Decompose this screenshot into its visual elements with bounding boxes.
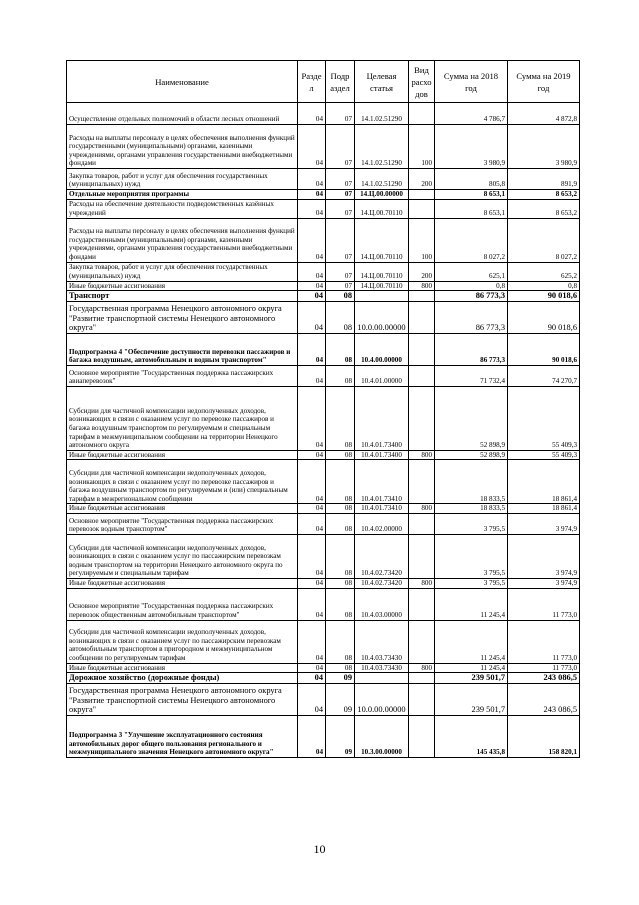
cell-sum2018: 8 027,2 xyxy=(435,218,508,262)
cell-target: 10.4.01.73410 xyxy=(355,504,409,514)
page-number: 10 xyxy=(313,842,326,856)
cell-sum2019: 11 773,0 xyxy=(508,588,580,620)
table-row xyxy=(67,169,580,190)
cell-subsection: 08 xyxy=(326,534,355,578)
table-row xyxy=(67,291,580,302)
header-subsection: Подр аздел xyxy=(326,61,355,103)
cell-name: Субсидии для частичной компенсации недополученных доходов, возникающих в связи с оказанием услуг по перевозке пассажиров и багажа воздушным транспортом по регулируемым и (или) специальным тарифам в межрегиональном сообщении xyxy=(67,460,298,504)
cell-section: 04 xyxy=(298,673,326,684)
cell-sum2018: 52 898,9 xyxy=(435,386,508,450)
cell-subsection: 09 xyxy=(326,683,355,715)
cell-exptype: 200 xyxy=(409,262,435,281)
cell-target: 10.4.01.73400 xyxy=(355,386,409,450)
cell-section: 04 xyxy=(298,663,326,673)
cell-sum2018: 239 501,7 xyxy=(435,673,508,684)
cell-section: 04 xyxy=(298,125,326,169)
cell-target: 14.Ц.00.70110 xyxy=(355,199,409,218)
cell-name: Подпрограмма 3 "Улучшение эксплуатационного состояния автомобильных дорог общего пользования регионального и межмуниципального значения Ненецкого автономного округа" xyxy=(67,715,298,757)
cell-section: 04 xyxy=(298,169,326,190)
cell-subsection: 08 xyxy=(326,578,355,588)
table-row xyxy=(67,386,580,450)
cell-sum2019: 0,8 xyxy=(508,281,580,291)
cell-sum2018: 11 245,4 xyxy=(435,663,508,673)
cell-target: 14.1.02.51290 xyxy=(355,125,409,169)
cell-sum2019: 74 270,7 xyxy=(508,365,580,386)
cell-sum2018: 625,1 xyxy=(435,262,508,281)
header-section: Разде л xyxy=(298,61,326,103)
cell-name: Иные бюджетные ассигнования xyxy=(67,578,298,588)
cell-exptype: 100 xyxy=(409,125,435,169)
cell-exptype: 200 xyxy=(409,169,435,190)
cell-name: Основное мероприятие "Государственная поддержка пассажирских авиаперевозок" xyxy=(67,365,298,386)
cell-exptype xyxy=(409,386,435,450)
table-row xyxy=(67,578,580,588)
cell-subsection: 08 xyxy=(326,460,355,504)
cell-section: 04 xyxy=(298,513,326,534)
cell-exptype xyxy=(409,365,435,386)
cell-section: 04 xyxy=(298,504,326,514)
cell-subsection: 08 xyxy=(326,663,355,673)
cell-exptype: 800 xyxy=(409,578,435,588)
cell-subsection: 08 xyxy=(326,365,355,386)
table-row xyxy=(67,513,580,534)
cell-sum2019: 243 086,5 xyxy=(508,673,580,684)
cell-section: 04 xyxy=(298,199,326,218)
cell-subsection: 08 xyxy=(326,620,355,663)
header-sum-2019: Сумма на 2019 год xyxy=(508,61,580,103)
cell-name: Иные бюджетные ассигнования xyxy=(67,663,298,673)
cell-target xyxy=(355,673,409,684)
cell-section: 04 xyxy=(298,620,326,663)
table-row xyxy=(67,663,580,673)
table-row xyxy=(67,125,580,169)
table-row xyxy=(67,365,580,386)
table-row xyxy=(67,504,580,514)
cell-sum2018: 52 898,9 xyxy=(435,450,508,460)
cell-subsection: 08 xyxy=(326,450,355,460)
cell-sum2018: 3 795,5 xyxy=(435,513,508,534)
cell-sum2018: 86 773,3 xyxy=(435,291,508,302)
cell-subsection: 08 xyxy=(326,386,355,450)
cell-subsection: 07 xyxy=(326,169,355,190)
cell-target: 14.Ц.00.70110 xyxy=(355,218,409,262)
cell-sum2019: 3 974,9 xyxy=(508,513,580,534)
cell-exptype: 800 xyxy=(409,663,435,673)
cell-target: 10.0.00.00000 xyxy=(355,683,409,715)
cell-sum2018: 0,8 xyxy=(435,281,508,291)
cell-sum2018: 11 245,4 xyxy=(435,588,508,620)
table-row xyxy=(67,281,580,291)
cell-target: 10.4.03.73430 xyxy=(355,663,409,673)
cell-exptype xyxy=(409,620,435,663)
cell-name: Иные бюджетные ассигнования xyxy=(67,450,298,460)
cell-sum2019: 8 027,2 xyxy=(508,218,580,262)
table-row xyxy=(67,715,580,757)
header-sum-2018: Сумма на 2018 год xyxy=(435,61,508,103)
cell-sum2018: 71 732,4 xyxy=(435,365,508,386)
cell-subsection: 08 xyxy=(326,513,355,534)
cell-sum2019: 3 974,9 xyxy=(508,534,580,578)
cell-sum2019: 55 409,3 xyxy=(508,450,580,460)
cell-sum2018: 3 795,5 xyxy=(435,534,508,578)
cell-section: 04 xyxy=(298,450,326,460)
cell-sum2018: 86 773,3 xyxy=(435,333,508,365)
cell-name: Государственная программа Ненецкого автономного округа "Развитие транспортной системы Ненецкого автономного округа" xyxy=(67,301,298,333)
table-row xyxy=(67,534,580,578)
cell-sum2019: 11 773,0 xyxy=(508,620,580,663)
cell-sum2019: 90 018,6 xyxy=(508,301,580,333)
cell-sum2018: 145 435,8 xyxy=(435,715,508,757)
cell-target: 14.Ц.00.00000 xyxy=(355,190,409,200)
cell-name: Дорожное хозяйство (дорожные фонды) xyxy=(67,673,298,684)
cell-subsection: 08 xyxy=(326,291,355,302)
cell-sum2018: 3 980,9 xyxy=(435,125,508,169)
cell-exptype: 800 xyxy=(409,504,435,514)
table-row xyxy=(67,588,580,620)
header-exptype: Вид расхо дов xyxy=(409,61,435,103)
cell-subsection: 07 xyxy=(326,281,355,291)
cell-target xyxy=(355,291,409,302)
table-row xyxy=(67,620,580,663)
cell-exptype xyxy=(409,190,435,200)
cell-subsection: 07 xyxy=(326,218,355,262)
cell-exptype xyxy=(409,103,435,125)
cell-sum2019: 891,9 xyxy=(508,169,580,190)
cell-section: 04 xyxy=(298,291,326,302)
cell-target: 14.Ц.00.70110 xyxy=(355,281,409,291)
cell-name: Расходы на обеспечение деятельности подведомственных казённых учреждений xyxy=(67,199,298,218)
cell-name: Осуществление отдельных полномочий в области лесных отношений xyxy=(67,103,298,125)
cell-subsection: 08 xyxy=(326,588,355,620)
cell-sum2019: 8 653,2 xyxy=(508,199,580,218)
cell-target: 14.Ц.00.70110 xyxy=(355,262,409,281)
cell-subsection: 07 xyxy=(326,190,355,200)
table-row xyxy=(67,683,580,715)
cell-name: Транспорт xyxy=(67,291,298,302)
cell-name: Расходы на выплаты персоналу в целях обеспечения выполнения функций государственными (муниципальными) органами, казенными учреждениями, органами управления государственными внебюджетными фондами xyxy=(67,218,298,262)
cell-name: Субсидии для частичной компенсации недополученных доходов, возникающих в связи с оказанием услуг по пассажирским перевозкам автомобильным транспортом в пригородном и межмуниципальном сообщении по регулируемым тарифам xyxy=(67,620,298,663)
cell-section: 04 xyxy=(298,333,326,365)
cell-exptype xyxy=(409,460,435,504)
cell-subsection: 09 xyxy=(326,673,355,684)
cell-subsection: 08 xyxy=(326,504,355,514)
cell-sum2018: 4 786,7 xyxy=(435,103,508,125)
cell-sum2019: 3 974,9 xyxy=(508,578,580,588)
cell-section: 04 xyxy=(298,683,326,715)
cell-name: Закупка товаров, работ и услуг для обеспечения государственных (муниципальных) нужд xyxy=(67,262,298,281)
cell-name: Основное мероприятие "Государственная поддержка пассажирских перевозок водным транспортом" xyxy=(67,513,298,534)
cell-name: Основное мероприятие "Государственная поддержка пассажирских перевозок общественным автомобильным транспортом" xyxy=(67,588,298,620)
cell-sum2019: 4 872,8 xyxy=(508,103,580,125)
cell-name: Иные бюджетные ассигнования xyxy=(67,281,298,291)
cell-sum2019: 3 980,9 xyxy=(508,125,580,169)
cell-section: 04 xyxy=(298,103,326,125)
cell-sum2018: 18 833,5 xyxy=(435,460,508,504)
cell-section: 04 xyxy=(298,262,326,281)
cell-exptype: 800 xyxy=(409,281,435,291)
table-row xyxy=(67,301,580,333)
table-row xyxy=(67,103,580,125)
cell-sum2019: 625,2 xyxy=(508,262,580,281)
cell-exptype: 800 xyxy=(409,450,435,460)
cell-target: 10.0.00.00000 xyxy=(355,301,409,333)
cell-subsection: 08 xyxy=(326,301,355,333)
cell-exptype xyxy=(409,291,435,302)
table-body xyxy=(67,103,580,758)
cell-name: Субсидии для частичной компенсации недополученных доходов, возникающих в связи с оказанием услуг по пассажирским перевозкам водным транспортом на территории Ненецкого автономного округа по регулируемым и специальным тарифам xyxy=(67,534,298,578)
cell-subsection: 07 xyxy=(326,262,355,281)
cell-target: 10.3.00.00000 xyxy=(355,715,409,757)
cell-target: 10.4.00.00000 xyxy=(355,333,409,365)
cell-section: 04 xyxy=(298,218,326,262)
cell-target: 10.4.01.73400 xyxy=(355,450,409,460)
cell-target: 14.1.02.51290 xyxy=(355,169,409,190)
cell-exptype xyxy=(409,199,435,218)
header-target: Целевая статья xyxy=(355,61,409,103)
cell-exptype xyxy=(409,588,435,620)
cell-section: 04 xyxy=(298,715,326,757)
cell-section: 04 xyxy=(298,301,326,333)
cell-name: Иные бюджетные ассигнования xyxy=(67,504,298,514)
cell-subsection: 09 xyxy=(326,715,355,757)
cell-sum2019: 243 086,5 xyxy=(508,683,580,715)
cell-name: Государственная программа Ненецкого автономного округа "Развитие транспортной системы Ненецкого автономного округа" xyxy=(67,683,298,715)
cell-sum2018: 805,8 xyxy=(435,169,508,190)
cell-section: 04 xyxy=(298,534,326,578)
cell-sum2019: 18 861,4 xyxy=(508,504,580,514)
cell-exptype xyxy=(409,513,435,534)
cell-target: 10.4.02.73420 xyxy=(355,534,409,578)
table-row xyxy=(67,262,580,281)
cell-name: Субсидии для частичной компенсации недополученных доходов, возникающих в связи с оказанием услуг по перевозке пассажиров и багажа воздушным транспортом по регулируемым и специальным тарифам в межмуниципальном сообщении на территории Ненецкого автономного округа xyxy=(67,386,298,450)
cell-target: 10.4.02.73420 xyxy=(355,578,409,588)
cell-sum2019: 90 018,6 xyxy=(508,333,580,365)
cell-sum2018: 11 245,4 xyxy=(435,620,508,663)
budget-table xyxy=(66,60,580,758)
cell-section: 04 xyxy=(298,365,326,386)
cell-exptype xyxy=(409,673,435,684)
table-row xyxy=(67,218,580,262)
cell-subsection: 07 xyxy=(326,199,355,218)
cell-sum2018: 3 795,5 xyxy=(435,578,508,588)
cell-exptype xyxy=(409,683,435,715)
cell-sum2018: 18 833,5 xyxy=(435,504,508,514)
cell-name: Закупка товаров, работ и услуг для обеспечения государственных (муниципальных) нужд xyxy=(67,169,298,190)
cell-section: 04 xyxy=(298,578,326,588)
cell-sum2019: 11 773,0 xyxy=(508,663,580,673)
table-row xyxy=(67,333,580,365)
cell-name: Расходы на выплаты персоналу в целях обеспечения выполнения функций государственными (муниципальными) органами, казенными учреждениями, органами управления государственными внебюджетными фондами xyxy=(67,125,298,169)
cell-exptype: 100 xyxy=(409,218,435,262)
cell-exptype xyxy=(409,333,435,365)
cell-sum2019: 8 653,2 xyxy=(508,190,580,200)
cell-target: 10.4.02.00000 xyxy=(355,513,409,534)
cell-sum2019: 18 861,4 xyxy=(508,460,580,504)
cell-target: 10.4.03.00000 xyxy=(355,588,409,620)
table-row xyxy=(67,450,580,460)
table-row xyxy=(67,673,580,684)
table-header-row xyxy=(67,61,580,103)
header-name: Наименование xyxy=(67,61,298,103)
cell-exptype xyxy=(409,301,435,333)
cell-subsection: 08 xyxy=(326,333,355,365)
cell-section: 04 xyxy=(298,190,326,200)
cell-sum2018: 8 653,1 xyxy=(435,199,508,218)
cell-exptype xyxy=(409,534,435,578)
cell-sum2018: 86 773,3 xyxy=(435,301,508,333)
cell-section: 04 xyxy=(298,281,326,291)
cell-sum2018: 8 653,1 xyxy=(435,190,508,200)
table-row xyxy=(67,199,580,218)
cell-target: 10.4.01.00000 xyxy=(355,365,409,386)
cell-name: Подпрограмма 4 "Обеспечение доступности перевозки пассажиров и багажа воздушным, автомобильным и водным транспортом" xyxy=(67,333,298,365)
cell-exptype xyxy=(409,715,435,757)
cell-sum2019: 158 820,1 xyxy=(508,715,580,757)
cell-target: 14.1.02.51290 xyxy=(355,103,409,125)
cell-section: 04 xyxy=(298,386,326,450)
cell-target: 10.4.01.73410 xyxy=(355,460,409,504)
cell-section: 04 xyxy=(298,460,326,504)
cell-name: Отдельные мероприятия программы xyxy=(67,190,298,200)
table-row xyxy=(67,460,580,504)
cell-subsection: 07 xyxy=(326,125,355,169)
cell-sum2019: 55 409,3 xyxy=(508,386,580,450)
cell-subsection: 07 xyxy=(326,103,355,125)
cell-section: 04 xyxy=(298,588,326,620)
cell-sum2018: 239 501,7 xyxy=(435,683,508,715)
table-row xyxy=(67,190,580,200)
cell-sum2019: 90 018,6 xyxy=(508,291,580,302)
cell-target: 10.4.03.73430 xyxy=(355,620,409,663)
